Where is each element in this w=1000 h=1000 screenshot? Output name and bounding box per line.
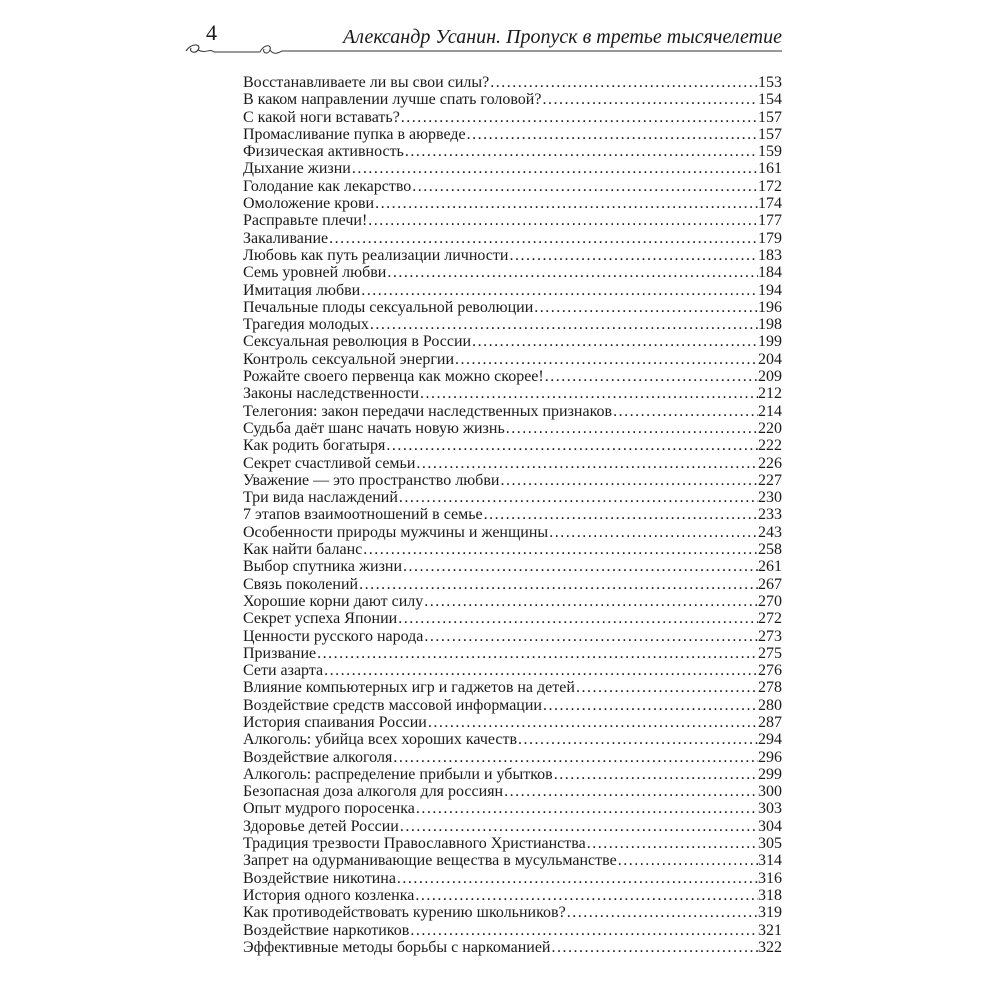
toc-entry — [243, 126, 782, 143]
toc-entry — [243, 610, 782, 627]
dot-leader — [397, 610, 758, 627]
dot-leader — [466, 126, 758, 143]
toc-entry-page-number: 209 — [758, 368, 782, 386]
toc-entry-title: История спаивания России — [243, 713, 427, 731]
dot-leader — [499, 472, 758, 489]
toc-entry-page-number: 275 — [758, 644, 782, 662]
dot-leader — [541, 91, 758, 108]
toc-entry-page-number: 222 — [758, 437, 782, 455]
toc-entry-page-number: 172 — [758, 177, 782, 195]
toc-entry — [243, 887, 782, 904]
toc-entry — [243, 420, 782, 437]
toc-entry-title: Сети азарта — [243, 662, 324, 680]
toc-entry-title: Телегония: закон передачи наследственных признаков — [243, 402, 613, 420]
toc-entry-page-number: 305 — [758, 835, 782, 853]
dot-leader — [503, 783, 758, 800]
toc-entry-page-number: 314 — [758, 852, 782, 870]
toc-entry — [243, 143, 782, 160]
dot-leader — [409, 922, 758, 939]
dot-leader — [550, 939, 758, 956]
toc-entry-title: Трагедия молодых — [243, 316, 369, 334]
dot-leader — [351, 160, 758, 177]
toc-entry — [243, 852, 782, 869]
toc-entry — [243, 316, 782, 333]
toc-entry-page-number: 177 — [758, 212, 782, 230]
toc-entry — [243, 160, 782, 177]
toc-entry-title: Как противодействовать курению школьников? — [243, 904, 566, 922]
toc-entry — [243, 74, 782, 91]
toc-entry-title: Восстанавливаете ли вы свои силы? — [243, 74, 490, 91]
toc-entry-page-number: 204 — [758, 350, 782, 368]
toc-entry-title: Призвание — [243, 644, 317, 662]
dot-leader — [367, 212, 758, 229]
toc-entry-page-number: 183 — [758, 246, 782, 264]
dot-leader — [360, 282, 758, 299]
toc-entry-page-number: 226 — [758, 454, 782, 472]
dot-leader — [369, 316, 758, 333]
toc-entry-page-number: 276 — [758, 662, 782, 680]
toc-entry-title: Расправьте плечи! — [243, 212, 368, 230]
toc-entry — [243, 195, 782, 212]
toc-entry — [243, 472, 782, 489]
toc-entry-page-number: 304 — [758, 817, 782, 835]
toc-entry-page-number: 230 — [758, 489, 782, 507]
toc-entry — [243, 593, 782, 610]
toc-entry-page-number: 273 — [758, 627, 782, 645]
toc-entry-page-number: 258 — [758, 541, 782, 559]
toc-entry-title: Законы наследственности — [243, 385, 420, 403]
dot-leader — [471, 333, 758, 350]
running-head: Александр Усанин. Пропуск в третье тысячелетие — [343, 26, 782, 48]
toc-entry-page-number: 198 — [758, 316, 782, 334]
toc-entry-title: Воздействие никотина — [243, 869, 396, 887]
toc-entry-page-number: 154 — [758, 91, 782, 109]
dot-leader — [399, 818, 758, 835]
toc-entry-title: Влияние компьютерных игр и гаджетов на детей — [243, 679, 575, 697]
toc-entry-title: История одного козленка — [243, 886, 415, 904]
dot-leader — [489, 74, 758, 91]
toc-entry-page-number: 322 — [758, 938, 782, 956]
toc-entry-page-number: 157 — [758, 108, 782, 126]
toc-entry-title: Омоложение крови — [243, 195, 375, 213]
toc-entry-title: Как родить богатыря — [243, 437, 386, 455]
toc-entry — [243, 731, 782, 748]
toc-entry-page-number: 214 — [758, 402, 782, 420]
dot-leader — [404, 143, 758, 160]
dot-leader — [423, 628, 758, 645]
toc-entry-title: Сексуальная революция в России — [243, 333, 472, 351]
dot-leader — [454, 351, 758, 368]
toc-entry-page-number: 194 — [758, 281, 782, 299]
toc-entry-title: Контроль сексуальной энергии — [243, 350, 455, 368]
dot-leader — [419, 385, 758, 402]
toc-entry-title: Три вида наслаждений — [243, 489, 398, 507]
toc-entry — [243, 109, 782, 126]
toc-entry-page-number: 267 — [758, 575, 782, 593]
toc-entry — [243, 351, 782, 368]
toc-entry — [243, 333, 782, 350]
dot-leader — [542, 697, 758, 714]
toc-entry — [243, 264, 782, 281]
toc-entry-title: Эффективные методы борьбы с наркоманией — [243, 938, 551, 956]
dot-leader — [411, 178, 758, 195]
toc-entry — [243, 749, 782, 766]
toc-entry-title: В каком направлении лучше спать головой? — [243, 91, 542, 109]
dot-leader — [586, 835, 758, 852]
toc-entry-title: Безопасная доза алкоголя для россиян — [243, 783, 504, 801]
toc-entry-title: Промасливание пупка в аюрведе — [243, 125, 466, 143]
toc-entry — [243, 368, 782, 385]
dot-leader — [566, 904, 758, 921]
toc-entry — [243, 299, 782, 316]
dot-leader — [362, 541, 758, 558]
toc-entry-page-number: 319 — [758, 904, 782, 922]
toc-entry-title: Запрет на одурманивающие вещества в мусульманстве — [243, 852, 617, 870]
toc-entry — [243, 766, 782, 783]
dot-leader — [385, 437, 758, 454]
toc-entry — [243, 524, 782, 541]
toc-entry — [243, 541, 782, 558]
toc-entry-page-number: 299 — [758, 765, 782, 783]
toc-entry — [243, 679, 782, 696]
toc-entry-title: Дыхание жизни — [243, 160, 351, 178]
dot-leader — [414, 887, 758, 904]
toc-entry — [243, 922, 782, 939]
toc-entry-page-number: 243 — [758, 523, 782, 541]
toc-entry — [243, 282, 782, 299]
page-number: 4 — [206, 20, 217, 45]
toc-entry-page-number: 272 — [758, 610, 782, 628]
dot-leader — [358, 576, 758, 593]
toc-entry — [243, 212, 782, 229]
flourish-rule-ornament — [184, 38, 784, 60]
toc-entry — [243, 558, 782, 575]
toc-entry-page-number: 287 — [758, 713, 782, 731]
dot-leader — [548, 524, 758, 541]
dot-leader — [415, 800, 758, 817]
toc-entry-title: Семь уровней любви — [243, 264, 387, 282]
toc-entry — [243, 645, 782, 662]
toc-entry-page-number: 316 — [758, 869, 782, 887]
toc-entry — [243, 714, 782, 731]
toc-entry — [243, 835, 782, 852]
toc-entry-title: Особенности природы мужчины и женщины — [243, 523, 549, 541]
toc-entry-title: Любовь как путь реализации личности — [243, 246, 509, 264]
toc-entry — [243, 385, 782, 402]
toc-entry-page-number: 294 — [758, 731, 782, 749]
toc-entry-page-number: 199 — [758, 333, 782, 351]
toc-entry-title: Печальные плоды сексуальной революции — [243, 298, 534, 316]
toc-entry-page-number: 196 — [758, 298, 782, 316]
toc-entry-title: Ценности русского народа — [243, 627, 424, 645]
toc-entry-title: С какой ноги вставать? — [243, 108, 400, 126]
toc-entry-page-number: 184 — [758, 264, 782, 282]
toc-entry — [243, 91, 782, 108]
toc-entry-title: Воздействие средств массовой информации — [243, 696, 542, 714]
dot-leader — [415, 455, 758, 472]
toc-entry-page-number: 278 — [758, 679, 782, 697]
dot-leader — [316, 645, 758, 662]
toc-entry-title: Закаливание — [243, 229, 329, 247]
dot-leader — [386, 264, 758, 281]
toc-entry — [243, 437, 782, 454]
toc-entry-title: Судьба даёт шанс начать новую жизнь — [243, 419, 505, 437]
toc-entry-title: Голодание как лекарство — [243, 177, 412, 195]
dot-leader — [553, 766, 758, 783]
toc-entry — [243, 800, 782, 817]
toc-entry-title: Физическая активность — [243, 143, 404, 161]
toc-entry-page-number: 227 — [758, 471, 782, 489]
dot-leader — [483, 506, 758, 523]
dot-leader — [617, 852, 758, 869]
dot-leader — [400, 109, 758, 126]
toc-entry — [243, 628, 782, 645]
toc-entry — [243, 576, 782, 593]
dot-leader — [398, 489, 758, 506]
toc-entry — [243, 697, 782, 714]
dot-leader — [392, 749, 758, 766]
toc-entry — [243, 247, 782, 264]
dot-leader — [533, 299, 758, 316]
dot-leader — [423, 593, 758, 610]
toc-entry-page-number: 159 — [758, 143, 782, 161]
toc-entry-title: Традиция трезвости Православного Христианства — [243, 835, 586, 853]
toc-entry-title: Связь поколений — [243, 575, 359, 593]
toc-entry — [243, 904, 782, 921]
toc-entry-title: Имитация любви — [243, 281, 361, 299]
toc-entry-page-number: 296 — [758, 748, 782, 766]
toc-entry-title: Опыт мудрого поросенка — [243, 800, 415, 818]
toc-entry-title: Здоровье детей России — [243, 817, 399, 835]
dot-leader — [323, 662, 758, 679]
toc-entry-page-number: 261 — [758, 558, 782, 576]
toc-entry — [243, 455, 782, 472]
toc-entry-page-number: 220 — [758, 419, 782, 437]
toc-entry-page-number: 270 — [758, 592, 782, 610]
toc-entry-page-number: 179 — [758, 229, 782, 247]
toc-entry-page-number: 157 — [758, 125, 782, 143]
toc-entry — [243, 230, 782, 247]
toc-entry-title: Секрет счастливой семьи — [243, 454, 416, 472]
table-of-contents — [243, 74, 782, 956]
toc-entry — [243, 939, 782, 956]
toc-entry — [243, 403, 782, 420]
toc-entry-title: Выбор спутника жизни — [243, 558, 403, 576]
toc-entry — [243, 818, 782, 835]
toc-entry-title: Уважение — это пространство любви — [243, 471, 500, 489]
toc-entry — [243, 506, 782, 523]
toc-entry-title: Алкоголь: распределение прибыли и убытков — [243, 765, 553, 783]
toc-entry-page-number: 318 — [758, 886, 782, 904]
toc-entry-page-number: 300 — [758, 783, 782, 801]
toc-entry-page-number: 321 — [758, 921, 782, 939]
dot-leader — [544, 368, 758, 385]
toc-entry-page-number: 174 — [758, 195, 782, 213]
toc-entry — [243, 870, 782, 887]
toc-entry — [243, 489, 782, 506]
toc-entry-page-number: 303 — [758, 800, 782, 818]
toc-entry-title: Воздействие наркотиков — [243, 921, 410, 939]
dot-leader — [575, 679, 758, 696]
toc-entry-title: Рожайте своего первенца как можно скорее! — [243, 368, 544, 386]
dot-leader — [505, 420, 758, 437]
toc-entry-title: Алкоголь: убийца всех хороших качеств — [243, 731, 518, 749]
toc-entry-page-number: 212 — [758, 385, 782, 403]
toc-entry-title: Хорошие корни дают силу — [243, 592, 424, 610]
toc-entry-page-number: 280 — [758, 696, 782, 714]
dot-leader — [508, 247, 758, 264]
toc-entry-page-number: 153 — [758, 74, 782, 91]
dot-leader — [402, 558, 758, 575]
toc-entry-title: Секрет успеха Японии — [243, 610, 398, 628]
toc-entry-title: Воздействие алкоголя — [243, 748, 393, 766]
dot-leader — [612, 403, 758, 420]
dot-leader — [328, 230, 758, 247]
toc-entry-page-number: 161 — [758, 160, 782, 178]
dot-leader — [517, 731, 758, 748]
toc-entry — [243, 178, 782, 195]
toc-entry — [243, 662, 782, 679]
toc-entry-title: 7 этапов взаимоотношений в семье — [243, 506, 483, 524]
dot-leader — [396, 870, 758, 887]
dot-leader — [374, 195, 758, 212]
toc-entry-title: Как найти баланс — [243, 541, 363, 559]
dot-leader — [427, 714, 758, 731]
toc-entry — [243, 783, 782, 800]
toc-entry-page-number: 233 — [758, 506, 782, 524]
